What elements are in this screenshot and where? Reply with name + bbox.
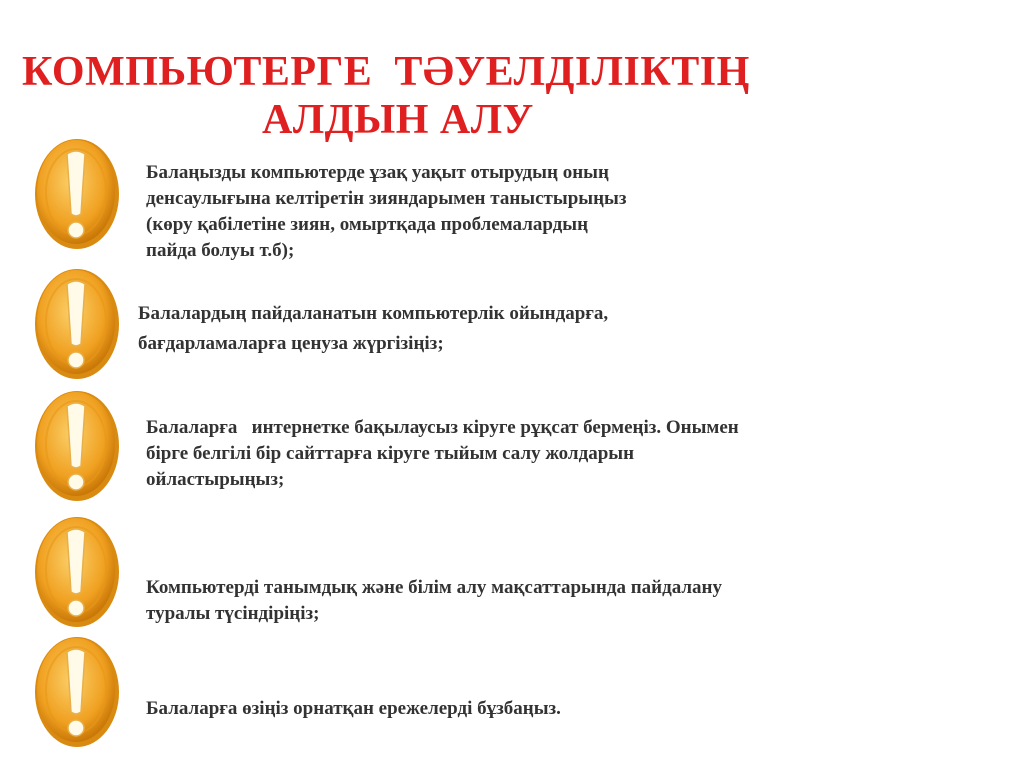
list-item xyxy=(146,696,561,722)
title-line-1: КОМПЬЮТЕРГЕ ТӘУЕЛДІЛІКТІҢ xyxy=(22,49,750,95)
list-item-line: Балаңызды компьютерде ұзақ уақыт отырудың оның xyxy=(146,162,609,183)
list-item-line: ойластырыңыз; xyxy=(146,469,285,490)
exclamation-icon xyxy=(32,634,122,750)
list-item xyxy=(146,415,739,493)
list-item-line: бағдарламаларға ценуза жүргізіңіз; xyxy=(138,333,444,354)
list-item-line: денсаулығына келтіретін зияндарымен таныстырыңыз xyxy=(146,188,627,209)
list-item-line: (көру қабілетіне зиян, омыртқада проблемалардың xyxy=(146,214,589,235)
title-line-2: АЛДЫН АЛУ xyxy=(262,97,534,143)
exclamation-icon xyxy=(32,266,122,382)
list-item xyxy=(146,160,627,264)
list-item-line: пайда болуы т.б); xyxy=(146,240,295,261)
list-item xyxy=(138,299,608,359)
list-item-line: Компьютерді танымдық және білім алу мақсаттарында пайдалану xyxy=(146,577,722,598)
list-item-line: бірге белгілі бір сайттарға кіруге тыйым салу жолдарын xyxy=(146,443,635,464)
exclamation-icon xyxy=(32,514,122,630)
list-item-line: Балаларға өзіңіз орнатқан ережелерді бұзбаңыз. xyxy=(146,698,561,719)
list-item-line: туралы түсіндіріңіз; xyxy=(146,603,320,624)
exclamation-icon xyxy=(32,136,122,252)
list-item xyxy=(146,575,722,627)
exclamation-icon xyxy=(32,388,122,504)
list-item-line: Балалардың пайдаланатын компьютерлік ойындарға, xyxy=(138,303,609,324)
list-item-line: Балаларға интернетке бақылаусыз кіруге рұқсат бермеңіз. Онымен xyxy=(146,417,739,438)
